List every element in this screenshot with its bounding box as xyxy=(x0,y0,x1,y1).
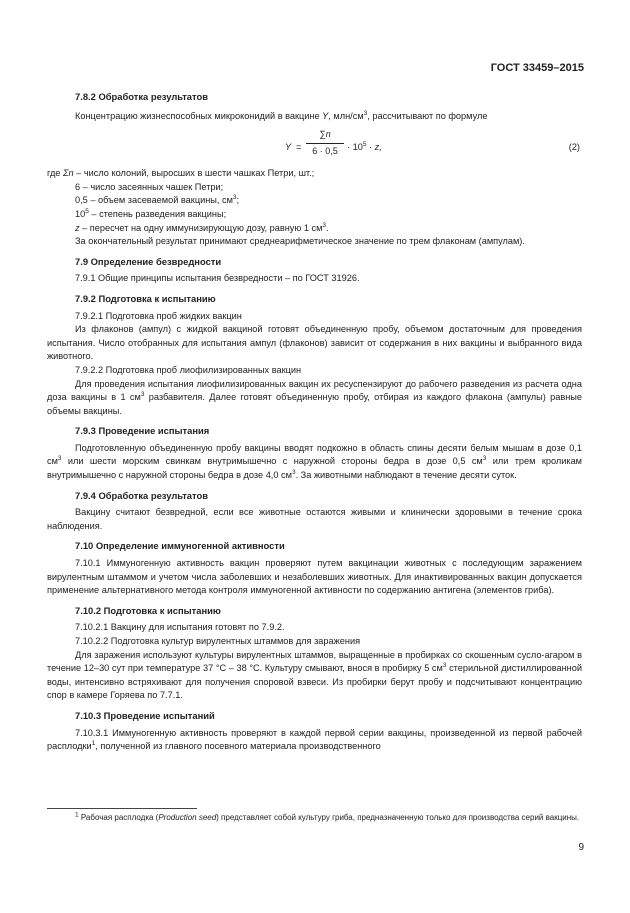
paragraph-7-9-1: 7.9.1 Общие принципы испытания безвредности – по ГОСТ 31926. xyxy=(75,273,360,284)
paragraph-7-10-1: 7.10.1 Иммуногенную активность вакцин проверяют путем вакцинации животных с последующим заражением вирулентным штаммом и учетом числа заболевших и незаболевших животных. Для инактивированных вакцин допускается применение альтернативного метода контроля иммуногенной активности по содержанию антигена (элементов гриба). xyxy=(47,558,582,596)
legend-item: 6 – число засеянных чашек Петри; xyxy=(75,181,224,192)
paragraph-concentration: Концентрацию жизнеспособных микроконидий в вакцине Y, млн/$см^3$, рассчитывают по формуле xyxy=(75,109,488,121)
paragraph-test-procedure: Подготовленную объединенную пробу вакцины вводят подкожно в область спины десяти белым мышам в дозе 0,1 $см^3$ или шести морским свинкам внутримышечно с наружной стороны бедра в дозе 0,5 $см^3$ или трем кроликам внутримышечно с наружной стороны бедра в дозе 4,0 $см^3$. За животными наблюдают в течение десяти суток. xyxy=(47,442,582,481)
paragraph-cultures: Для заражения используют культуры вирулентных штаммов, выращенные в пробирках со скошенным сусло-агаром в течение 12–30 сут при температуре 37 °С – 38 °С. Культуру смывают, внося в пробирку 5 $см^3$ стерильной дистиллированной воды, интенсивно встряхивают для получения споровой взвеси. Из пробирки берут пробу и подсчитывают концентрацию спор в камере Горяева по 7.7.1. xyxy=(47,649,582,701)
page-number: 9 xyxy=(578,842,584,853)
formula-rest: · $10^5 \cdot z$, xyxy=(347,141,382,153)
section-heading-7-9: 7.9 Определение безвредности xyxy=(75,255,222,267)
legend-final: За окончательный результат принимают среднеарифметическое значение по трем флаконам (ампулам). xyxy=(75,236,525,247)
section-heading-7-10: 7.10 Определение иммуногенной активности xyxy=(75,540,285,552)
document-body xyxy=(47,90,582,754)
paragraph-liquid-vaccines: Из флаконов (ампул) с жидкой вакциной готовят объединенную пробу, объемом достаточным для проведения испытания. Число отобранных для испытания ампул (флаконов) зависит от содержания в них вакцины и выбранного вида животного. xyxy=(47,324,582,362)
footnote-mark: 1 xyxy=(75,811,79,819)
formula-fraction xyxy=(306,127,344,157)
document-header-id: ГОСТ 33459–2015 xyxy=(490,62,584,74)
legend-item: 0,5 – объем засеваемой вакцины, $см^3$; xyxy=(75,194,240,206)
legend-item: $10^5$ – степень разведения вакцины; xyxy=(75,207,227,219)
formula-numerator: ∑n xyxy=(319,129,331,140)
paragraph-7-9-2-1: 7.9.2.1 Подготовка проб жидких вакцин xyxy=(75,310,242,321)
paragraph-7-10-3-1: 7.10.3.1 Иммуногенную активность проверяют в каждой первой серии вакцины, произведенной из первой рабочей расплодки$^1$, полученной из главного посевного материала производственного xyxy=(47,727,582,752)
section-heading-7-8-2: 7.8.2 Обработка результатов xyxy=(75,91,208,102)
section-heading-7-9-3: 7.9.3 Проведение испытания xyxy=(75,425,210,437)
section-heading-7-10-3: 7.10.3 Проведение испытаний xyxy=(75,709,215,721)
formula-legend xyxy=(47,167,582,249)
paragraph-7-9-2-2: 7.9.2.2 Подготовка проб лиофилизированных вакцин xyxy=(75,364,302,375)
formula-lhs: Y xyxy=(285,142,292,153)
section-heading-7-9-2: 7.9.2 Подготовка к испытанию xyxy=(75,292,216,304)
formula-equals: = xyxy=(296,142,302,153)
paragraph-lyophilized: Для проведения испытания лиофилизированных вакцин их ресуспензируют до рабочего разведения из расчета одна доза вакцины в 1 $см^3$ разбавителя. Далее готовят объединенную пробу, отбирая из каждого флакона (ампулы) равные объемы вакцины. xyxy=(47,378,583,416)
section-heading-7-10-2: 7.10.2 Подготовка к испытанию xyxy=(75,604,221,616)
legend-item: z – пересчет на одну иммунизирующую дозу, равную 1 $см^3$. xyxy=(75,221,329,233)
paragraph-7-10-2-1: 7.10.2.1 Вакцину для испытания готовят по 7.9.2. xyxy=(75,622,285,633)
formula-2 xyxy=(47,127,582,165)
formula-denominator: 6 · 0,5 xyxy=(312,146,338,157)
footnote: $^1$ Рабочая расплодка (Production seed) представляет собой культуру гриба, предназначенную только для производства серий вакцины. xyxy=(75,811,580,822)
paragraph-harmless: Вакцину считают безвредной, если все животные остаются живыми и клинически здоровыми в течение срока наблюдения. xyxy=(47,507,582,531)
fraction-bar xyxy=(306,143,344,144)
footnote-reference[interactable]: 1 xyxy=(91,740,96,748)
section-heading-7-9-4: 7.9.4 Обработка результатов xyxy=(75,489,208,501)
formula-number: (2) xyxy=(568,142,580,153)
legend-where: где Σn – число колоний, выросших в шести чашках Петри, шт.; xyxy=(47,168,315,179)
paragraph-7-10-2-2: 7.10.2.2 Подготовка культур вирулентных штаммов для заражения xyxy=(75,636,361,646)
footnote-divider xyxy=(47,808,197,809)
